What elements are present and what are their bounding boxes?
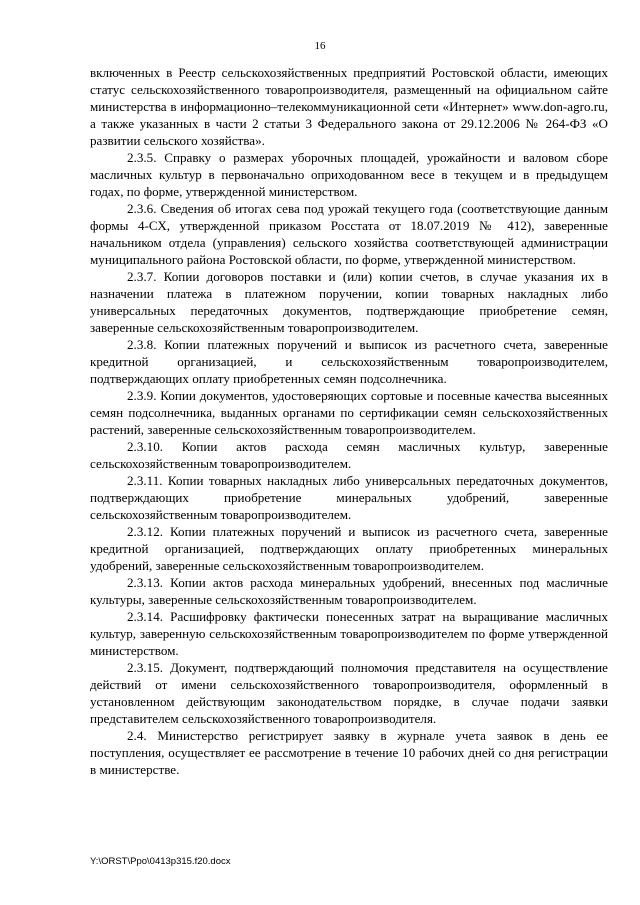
page-number: 16 (314, 40, 326, 52)
paragraph-2-3-7: 2.3.7. Копии договоров поставки и (или) копии счетов, в случае указания их в назначении платежа в платежном поручении, копии товарных накладных либо универсальных передаточных документов, подтверждающие приобретение семян, заверенные сельскохозяйственным товаропроизводителем. (90, 269, 608, 335)
paragraph-2-3-15: 2.3.15. Документ, подтверждающий полномочия представителя на осуществление действий от имени сельскохозяйственного товаропроизводителя, оформленный в установленном действующим законодательством порядке, в случае подачи заявки представителем сельскохозяйственного товаропроизводителя. (90, 660, 608, 726)
paragraph-2-3-9: 2.3.9. Копии документов, удостоверяющих сортовые и посевные качества высеянных семян подсолнечника, выданных органами по сертификации семян сельскохозяйственных растений, заверенные сельскохозяйственным товаропроизводителем. (90, 388, 608, 437)
footer-file-path: Y:\ORST\Ppo\0413p315.f20.docx (90, 856, 231, 867)
paragraph-2-3-14: 2.3.14. Расшифровку фактически понесенных затрат на выращивание масличных культур, заверенную сельскохозяйственным товаропроизводителем по форме утвержденной министерством. (90, 609, 608, 658)
paragraph-2-3-8: 2.3.8. Копии платежных поручений и выписок из расчетного счета, заверенные кредитной организацией, и сельскохозяйственным товаропроизводителем, подтверждающих оплату приобретенных семян подсолнечника. (90, 337, 608, 386)
paragraph-2-3-13: 2.3.13. Копии актов расхода минеральных удобрений, внесенных под масличные культуры, заверенные сельскохозяйственным товаропроизводителем. (90, 575, 608, 607)
document-body (90, 64, 608, 778)
paragraph-2-3-6: 2.3.6. Сведения об итогах сева под урожай текущего года (соответствующие данным формы 4-СХ, утвержденной приказом Росстата от 18.07.2019 № 412), заверенные начальником отдела (управления) сельского хозяйства соответствующей администрации муниципального района Ростовской области, по форме, утвержденной министерством. (90, 201, 608, 267)
paragraph-2-3-12: 2.3.12. Копии платежных поручений и выписок из расчетного счета, заверенные кредитной организацией, подтверждающих оплату приобретенных минеральных удобрений, заверенные сельскохозяйственным товаропроизводителем. (90, 524, 608, 573)
paragraph-2-3-5: 2.3.5. Справку о размерах уборочных площадей, урожайности и валовом сборе масличных культур в первоначально оприходованном весе в текущем и в предыдущем годах, по форме, утвержденной министерством. (90, 150, 608, 199)
paragraph-2-3-11: 2.3.11. Копии товарных накладных либо универсальных передаточных документов, подтверждающих приобретение минеральных удобрений, заверенные сельскохозяйственным товаропроизводителем. (90, 473, 608, 522)
paragraph-continuation: включенных в Реестр сельскохозяйственных предприятий Ростовской области, имеющих статус сельскохозяйственного товаропроизводителя, размещенный на официальном сайте министерства в информационно–телекоммуникационной сети «Интернет» www.don-agro.ru, а также указанных в части 2 статьи 3 Федерального закона от 29.12.2006 № 264-ФЗ «О развитии сельского хозяйства». (90, 65, 608, 148)
paragraph-2-4: 2.4. Министерство регистрирует заявку в журнале учета заявок в день ее поступления, осуществляет ее рассмотрение в течение 10 рабочих дней со дня регистрации в министерстве. (90, 728, 608, 777)
paragraph-2-3-10: 2.3.10. Копии актов расхода семян масличных культур, заверенные сельскохозяйственным товаропроизводителем. (90, 439, 608, 471)
